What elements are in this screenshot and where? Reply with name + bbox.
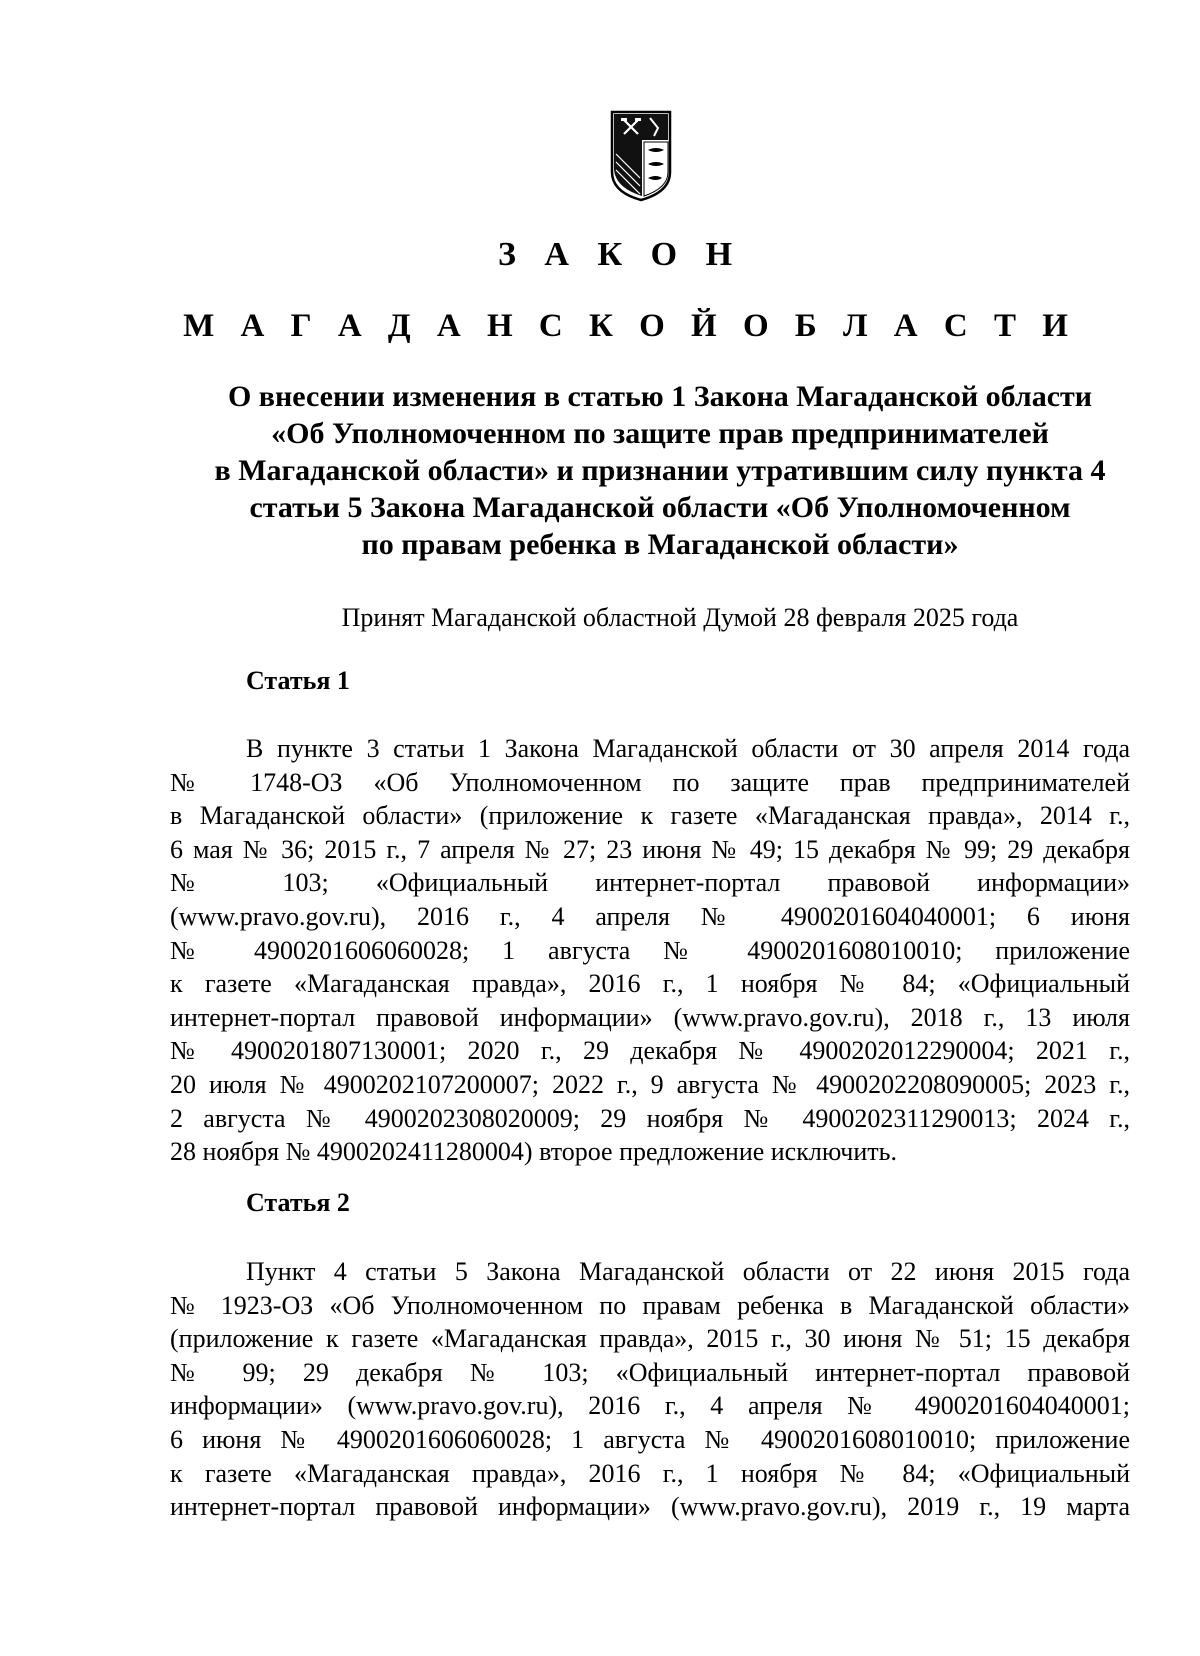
coat-of-arms-icon — [610, 110, 672, 202]
paragraph-line: интернет-портал правовой информации» (www.pravo.gov.ru), 2018 г., 13 июля — [170, 1002, 1130, 1032]
article-2-body — [170, 1255, 1130, 1524]
law-title-line: статьи 5 Закона Магаданской области «Об Уполномоченном — [249, 491, 1071, 524]
paragraph-line: в Магаданской области» (приложение к газете «Магаданская правда», 2014 г., — [170, 801, 1130, 831]
paragraph-line: к газете «Магаданская правда», 2016 г., 1 ноября № 84; «Официальный — [170, 969, 1130, 999]
law-title-line: О внесении изменения в статью 1 Закона Магаданской области — [227, 380, 1093, 413]
paragraph-line: (www.pravo.gov.ru), 2016 г., 4 апреля № 4900201604040001; 6 июня — [170, 901, 1130, 931]
article-2-heading: Статья 2 — [246, 1188, 350, 1217]
law-title-line: по правам ребенка в Магаданской области» — [361, 528, 959, 561]
article-1-heading: Статья 1 — [246, 666, 350, 695]
paragraph-line: № 1748-ОЗ «Об Уполномоченном по защите прав предпринимателей — [170, 767, 1130, 797]
document-region: М А Г А Д А Н С К О Й О Б Л А С Т И — [183, 308, 1077, 344]
law-title-line: в Магаданской области» и признании утратившим силу пункта 4 — [214, 454, 1106, 487]
document-heading: З А К О Н — [497, 236, 743, 273]
paragraph-line: № 103; «Официальный интернет-портал правовой информации» — [170, 868, 1130, 898]
paragraph-line: № 1923-ОЗ «Об Уполномоченном по правам ребенка в Магаданской области» — [170, 1290, 1130, 1320]
paragraph-line: интернет-портал правовой информации» (www.pravo.gov.ru), 2019 г., 19 марта — [170, 1492, 1130, 1522]
paragraph-line: 6 июня № 4900201606060028; 1 августа № 4900201608010010; приложение — [170, 1424, 1130, 1454]
paragraph-line: 20 июля № 4900202107200007; 2022 г., 9 августа № 4900202208090005; 2023 г., — [170, 1069, 1130, 1099]
paragraph-line: к газете «Магаданская правда», 2016 г., 1 ноября № 84; «Официальный — [170, 1458, 1130, 1488]
law-title-line: «Об Уполномоченном по защите прав предпринимателей — [271, 417, 1049, 450]
article-1-body — [170, 732, 1130, 1169]
paragraph-line: 28 ноября № 4900202411280004) второе предложение исключить. — [170, 1137, 897, 1167]
paragraph-line: (приложение к газете «Магаданская правда», 2015 г., 30 июня № 51; 15 декабря — [170, 1324, 1130, 1354]
paragraph-line: В пункте 3 статьи 1 Закона Магаданской области от 30 апреля 2014 года — [246, 734, 1130, 763]
paragraph-line: Пункт 4 статьи 5 Закона Магаданской области от 22 июня 2015 года — [246, 1257, 1130, 1286]
paragraph-line: № 99; 29 декабря № 103; «Официальный интернет-портал правовой — [170, 1357, 1130, 1387]
paragraph-line: 2 августа № 4900202308020009; 29 ноября № 4900202311290013; 2024 г., — [170, 1103, 1130, 1133]
paragraph-line: № 4900201606060028; 1 августа № 4900201608010010; приложение — [170, 935, 1130, 965]
paragraph-line: № 4900201807130001; 2020 г., 29 декабря № 4900202012290004; 2021 г., — [170, 1036, 1130, 1066]
adoption-note: Принят Магаданской областной Думой 28 февраля 2025 года — [341, 603, 1019, 632]
paragraph-line: 6 мая № 36; 2015 г., 7 апреля № 27; 23 июня № 49; 15 декабря № 99; 29 декабря — [170, 834, 1130, 864]
law-title — [170, 378, 1150, 563]
paragraph-line: информации» (www.pravo.gov.ru), 2016 г., 4 апреля № 4900201604040001; — [170, 1391, 1130, 1421]
